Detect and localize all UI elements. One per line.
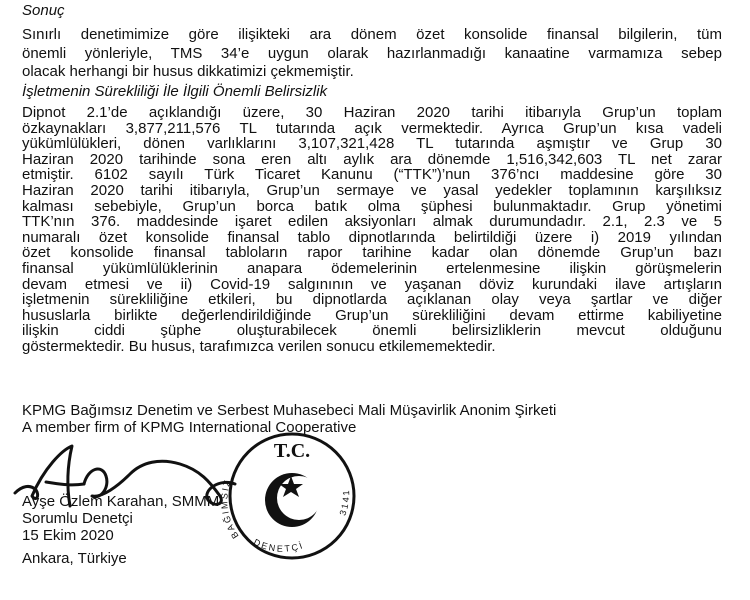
firm-name: KPMG Bağımsız Denetim ve Serbest Muhasebeci Mali Müşavirlik Anonim Şirketi — [22, 402, 557, 419]
seal-left-text: BAĞIMSIZ — [219, 477, 241, 541]
firm-block — [22, 402, 556, 436]
seal-bottom-text: DENETÇİ — [252, 536, 306, 554]
conclusion-line: Sınırlı denetimimize göre ilişikteki ara dönem özet konsolide finansal bilgilerin, tüm — [22, 26, 722, 43]
paragraph-line: TTK’nın 376. maddesinde işaret edilen aksiyonları almak durumundadır. 2.1, 2.3 ve 5 — [22, 213, 722, 231]
paragraph-line: numaralı özet konsolide finansal tablo dipnotlarında belirtildiği üzere i) 2019 yılından — [22, 228, 722, 246]
paragraph-line: işletmenin sürekliliğine etkileri, bu dipnotlarda açıklanan olay veya şartlar ve diğer — [22, 291, 722, 309]
conclusion-heading: Sonuç — [22, 2, 65, 19]
seal-number-text: 3141 — [337, 488, 352, 517]
paragraph-line: yükümlülükleri, dönen varlıklarını 3,107,321,428 TL tutarında aşmıştır ve Grup 30 — [22, 135, 722, 153]
conclusion-paragraph — [22, 26, 722, 82]
seal-top-text: T.C. — [273, 440, 311, 462]
going-concern-heading: İşletmenin Sürekliliği İle İlgili Önemli Belirsizlik — [22, 83, 328, 100]
signatory-date: 15 Ekim 2020 — [22, 527, 114, 544]
seal-year-text: 1923 — [279, 502, 303, 513]
paragraph-line: Dipnot 2.1’de açıklandığı üzere, 30 Haziran 2020 tarihi itibarıyla Grup’un toplam — [22, 104, 722, 121]
paragraph-line: finansal yükümlülüklerinin anapara ödemelerinin ertelenmesine ilişkin görüşmelerin — [22, 259, 722, 277]
official-seal-icon — [195, 432, 375, 560]
crescent-inner — [277, 476, 321, 520]
paragraph-line: özkaynakları 3,877,211,576 TL tutarında açık vermektedir. Ayrıca Grup’un kısa vadeli — [22, 119, 722, 137]
paragraph-line: özet konsolide finansal tabloların rapor tarihine kadar olan dönemde Grup’un bazı — [22, 244, 722, 262]
conclusion-line: olacak herhangi bir husus dikkatimizi çekmemiştir. — [22, 63, 354, 81]
firm-member: A member firm of KPMG International Cooperative — [22, 419, 357, 436]
signatory-title: Sorumlu Denetçi — [22, 510, 133, 527]
paragraph-line: kalması sebebiyle, Grup’un borca batık olma şüphesi bulunmaktadır. Grup yönetimi — [22, 197, 722, 215]
paragraph-line: etmiştir. 6102 sayılı Türk Ticaret Kanunu (“TTK”)’nun 376’ncı maddesine göre 30 — [22, 166, 722, 184]
conclusion-line: önemli yönleriyle, TMS 34’e uygun olarak hazırlanmadığı kanaatine varmamıza sebep — [22, 44, 722, 62]
paragraph-line: hususlarla birlikte değerlendirildiğinde Grup’un sürekliliğini devam ettirme kabiliyetine — [22, 306, 722, 324]
signatory-location: Ankara, Türkiye — [22, 550, 127, 567]
signatory-name: Ayşe Özlem Karahan, SMMM — [22, 493, 220, 510]
paragraph-line: göstermektedir. Bu husus, tarafımızca verilen sonucu etkilememektedir. — [22, 337, 496, 355]
paragraph-line: devam etmesi ve ii) Covid-19 salgınının ve yaşanan döviz kurundaki ilave artışların — [22, 275, 722, 293]
paragraph-line: ilişkin ciddi şüphe oluşturabilecek önemli belirsizliklerin mevcut olduğunu — [22, 322, 722, 340]
paragraph-line: Haziran 2020 tarihinde sona eren altı aylık ara dönemde 1,516,342,603 TL net zarar — [22, 150, 722, 168]
going-concern-paragraph — [22, 105, 722, 355]
signatory-block — [22, 493, 219, 544]
paragraph-line: Haziran 2020 tarihi itibarıyla, Grup’un sermaye ve yasal yedekler toplamının karşılıksız — [22, 181, 722, 199]
